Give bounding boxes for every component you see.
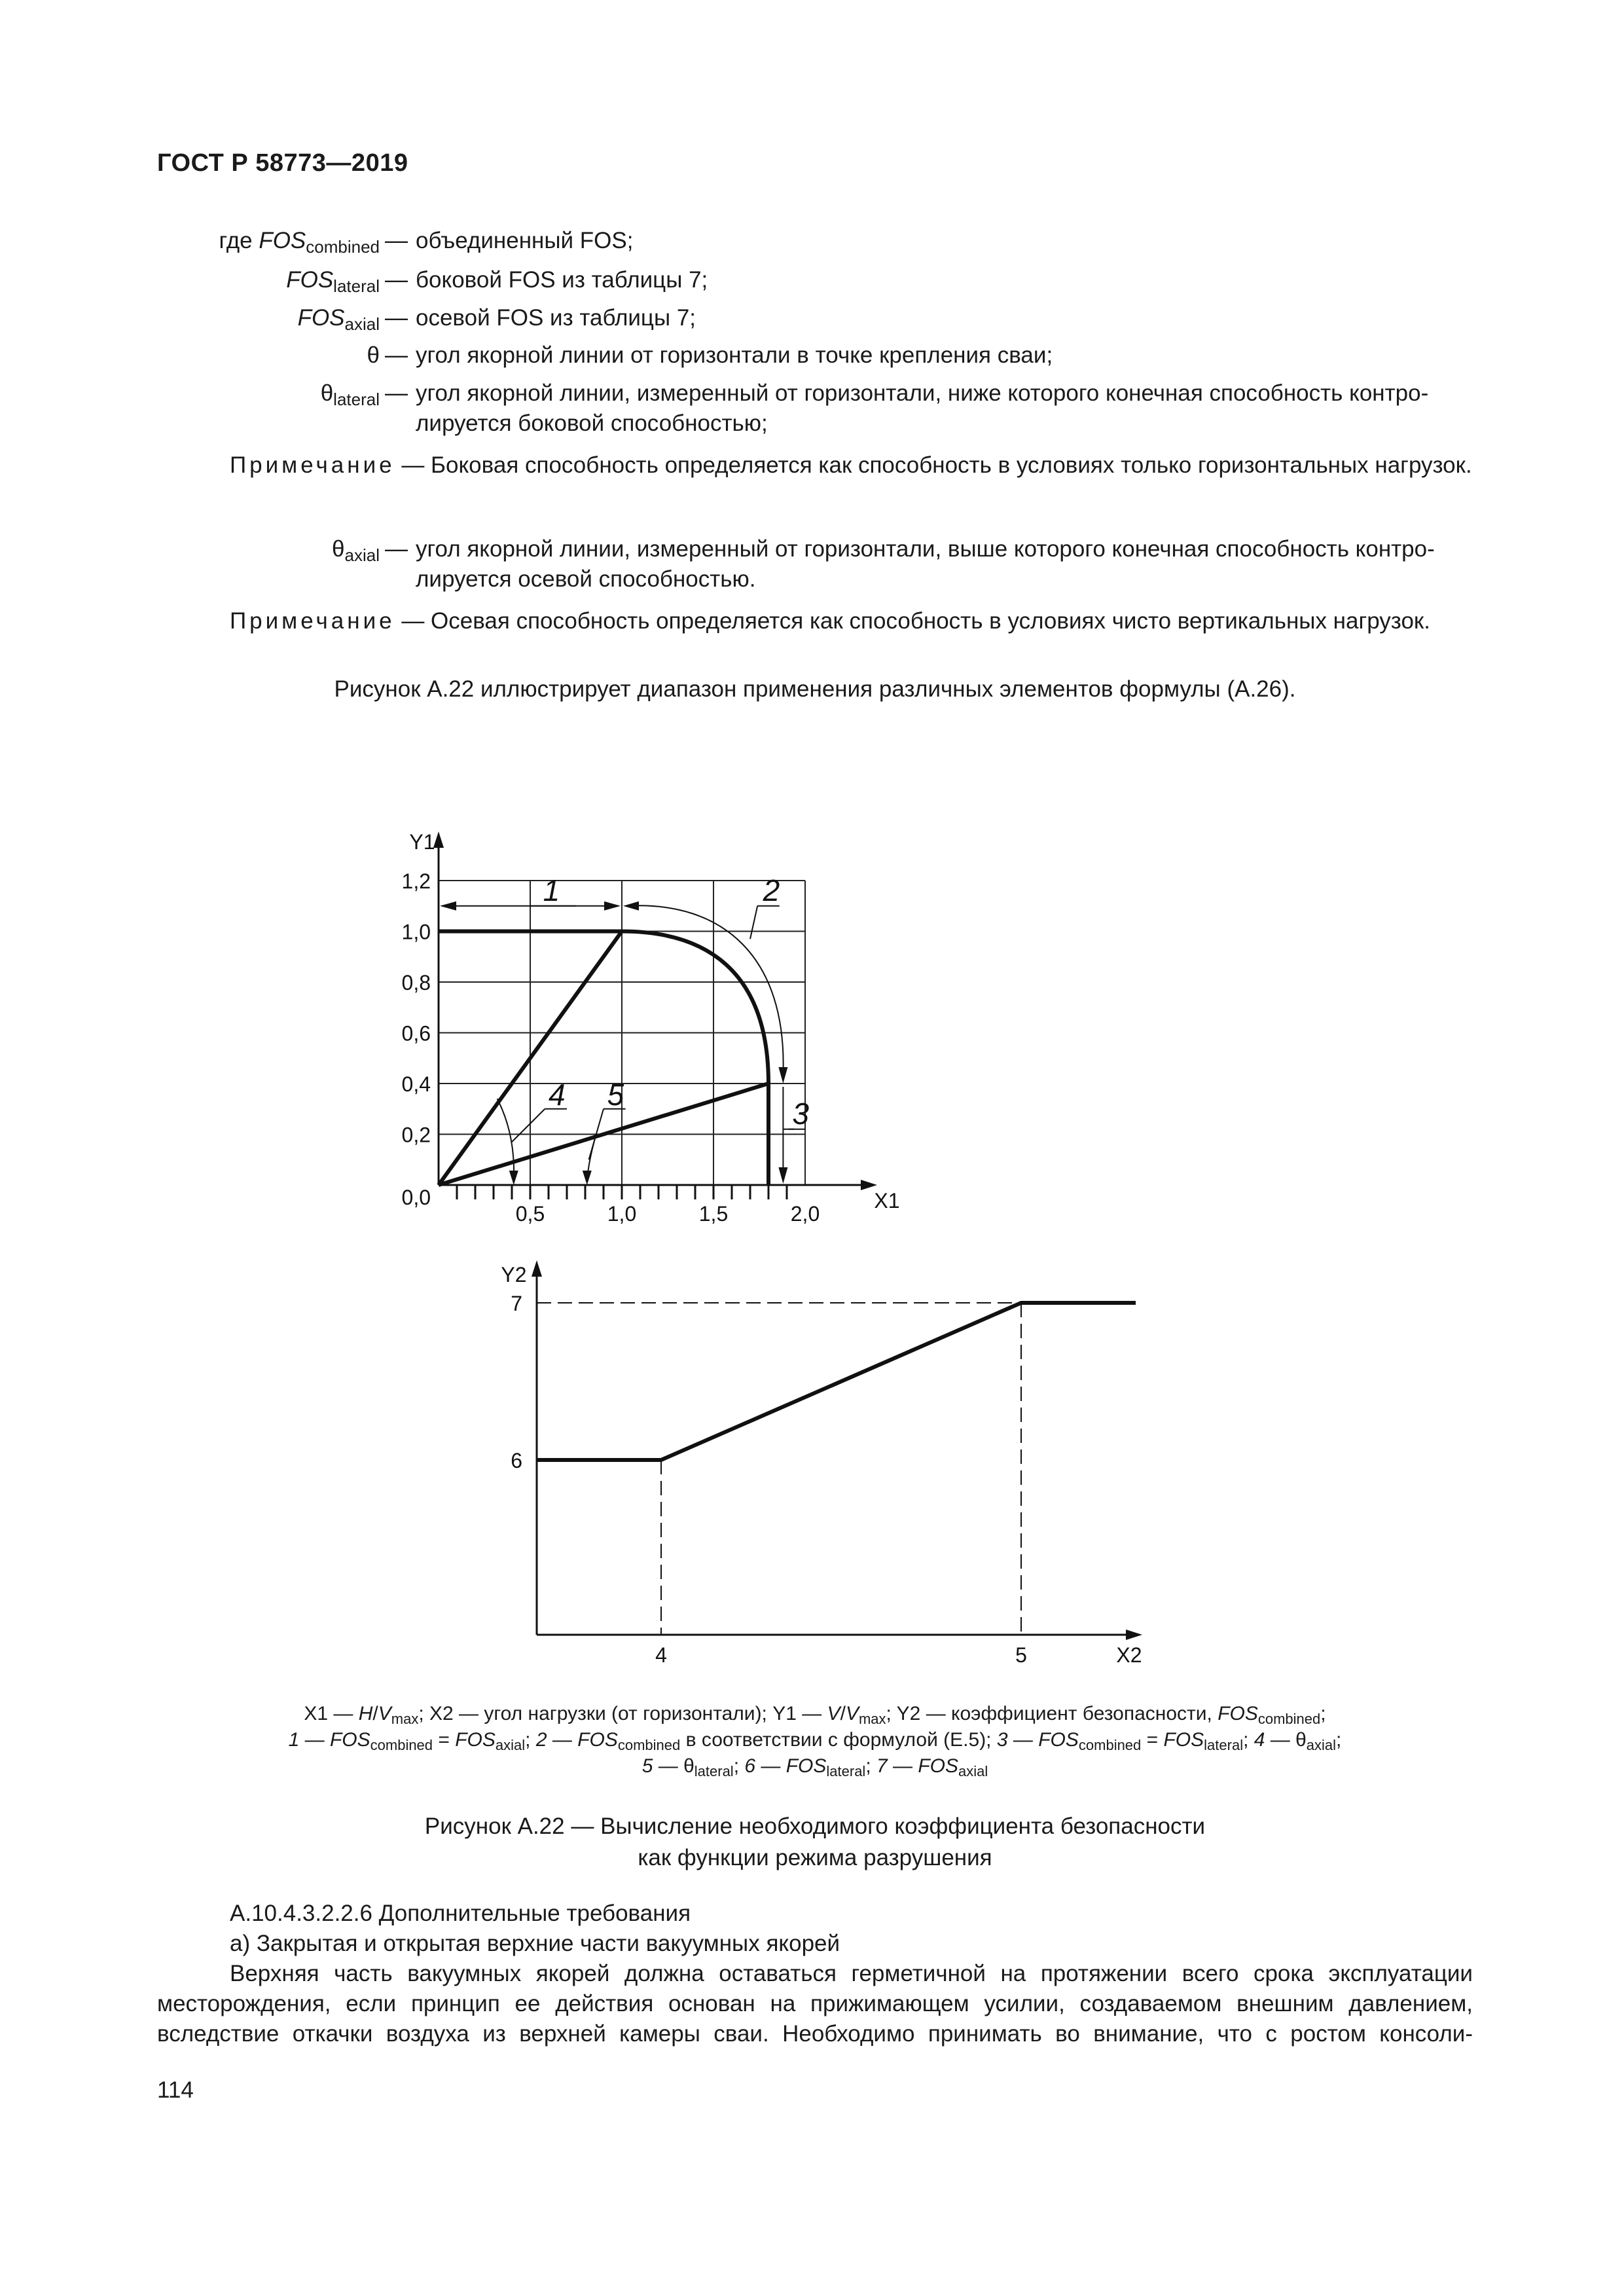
angle-4-arrow xyxy=(509,1171,518,1185)
note-text: — Боковая способность определяется как способность в условиях только горизонтальных нагрузок. xyxy=(395,452,1472,478)
note-text: — Осевая способность определяется как способность в условиях чисто вертикальных нагрузок. xyxy=(395,608,1430,634)
chart2-ticks xyxy=(511,1292,1027,1667)
y1-tick-label: 0,4 xyxy=(401,1072,431,1096)
label-2: 2 xyxy=(763,873,780,907)
section-paragraph: Верхняя часть вакуумных якорей должна оставаться герметичной на протяжении всего срока эксплуатации месторождения, если принцип ее действия основан на прижимающем усилии, создаваемом внешним давлением, вследствие откачки воздуха из верхней камеры сваи. Необходимо принимать во внимание, что с ростом консоли- xyxy=(157,1961,1473,2047)
page-number: 114 xyxy=(157,2077,194,2103)
x1-tick-label: 2,0 xyxy=(790,1202,820,1226)
leader-2 xyxy=(750,906,757,939)
label-1: 1 xyxy=(543,873,560,907)
figure-legend-line1: X1 — $H/V_{max}$; X2 — угол нагрузки (от горизонтали); Y1 — $V/V_{max}$; Y2 — коэффициент безопасности, $FOS_{combined}$; xyxy=(304,1703,1326,1727)
x1-tick-label: 1,0 xyxy=(607,1202,637,1226)
chart1-grid xyxy=(439,881,805,1185)
definition-theta-axial: $\theta_{axial}$ — угол якорной линии, измеренный от горизонтали, выше которого конечная способность контро- лируется осевой способностью. xyxy=(157,534,1473,564)
chart1-ticks xyxy=(402,869,820,1226)
y2-tick-label: 7 xyxy=(511,1292,522,1315)
definition-term: $FOS_{lateral}$ xyxy=(286,267,380,296)
figure-legend-line2: 1 — $FOS_{combined} = FOS_{axial}$; 2 — $FOS_{combined}$ в соответствии с формулой (Е.5); 3 — $FOS_{combined} = FOS_{lateral}$; 4 — $\theta_{axial}$; xyxy=(288,1729,1342,1753)
definition-text: осевой FOS из таблицы 7; xyxy=(416,305,696,331)
definition-text: боковой FOS из таблицы 7; xyxy=(416,267,708,293)
definition-row: $\theta_{lateral}$ — угол якорной линии, измеренный от горизонтали, ниже которого конечная способность контро- лируется боковой способностью; xyxy=(157,378,1473,409)
dimension-1-arrow-right xyxy=(604,902,621,911)
x1-tick-label: 0,5 xyxy=(515,1202,545,1226)
definition-term: $FOS_{axial}$ xyxy=(297,305,380,334)
definition-row: где $FOS_{combined}$ — объединенный FOS; xyxy=(157,226,1473,256)
y1-tick-label: 0,0 xyxy=(401,1186,431,1209)
arc-2-arrow-start xyxy=(623,902,639,911)
label-3: 3 xyxy=(792,1096,809,1131)
x1-tick-label: 1,5 xyxy=(698,1202,729,1226)
chart-y2-x2 xyxy=(484,1244,1152,1676)
definition-term: $\theta_{axial}$ xyxy=(332,536,380,565)
section-heading: А.10.4.3.2.2.6 Дополнительные требования xyxy=(230,1901,691,1926)
definition-term: θ xyxy=(367,342,380,368)
y1-tick-label: 0,2 xyxy=(401,1123,431,1147)
note-axial xyxy=(157,606,1473,636)
chart1-axes xyxy=(409,830,899,1212)
chart1-annotations xyxy=(440,873,809,1185)
figure-legend-line3: 5 — $\theta_{lateral}$; 6 — $FOS_{lateral}$; 7 — $FOS_{axial}$ xyxy=(641,1755,988,1779)
leader-4 xyxy=(512,1109,545,1142)
x2-axis-label: X2 xyxy=(1116,1643,1142,1667)
note-lateral xyxy=(157,450,1473,481)
x2-axis-arrow xyxy=(1126,1630,1142,1640)
x2-tick-label: 4 xyxy=(655,1643,667,1667)
y1-tick-label: 1,0 xyxy=(401,920,431,944)
dimension-1-arrow-left xyxy=(440,902,456,911)
chart2-axes xyxy=(501,1260,1142,1667)
x2-tick-label: 5 xyxy=(1015,1643,1027,1667)
definition-text: угол якорной линии от горизонтали в точке крепления сваи; xyxy=(416,342,1053,368)
definition-text: угол якорной линии, измеренный от горизонтали, ниже которого конечная способность контро- лируется боковой способностью; xyxy=(416,380,1429,436)
definition-text: угол якорной линии, измеренный от горизонтали, выше которого конечная способность контро- лируется осевой способностью. xyxy=(416,536,1435,592)
definition-row: θ — угол якорной линии от горизонтали в точке крепления сваи; xyxy=(157,340,1473,371)
figure-caption: Рисунок А.22 — Вычисление необходимого коэффициента безопасности как функции режима разрушения xyxy=(424,1813,1206,1870)
y1-axis-label: Y1 xyxy=(409,830,435,854)
label-4: 4 xyxy=(549,1077,566,1112)
y1-tick-label: 0,8 xyxy=(401,971,431,994)
label-5: 5 xyxy=(607,1077,624,1112)
definition-text: объединенный FOS; xyxy=(416,228,634,253)
definition-term: $\theta_{lateral}$ xyxy=(320,380,380,409)
chart-y1-x1 xyxy=(367,759,1257,1244)
y2-axis-label: Y2 xyxy=(501,1263,527,1286)
note-label: Примечание xyxy=(230,452,395,478)
definition-row: $FOS_{axial}$ — осевой FOS из таблицы 7; xyxy=(157,303,1473,333)
chart1-series xyxy=(439,932,768,1186)
envelope-curve xyxy=(439,932,768,1186)
figure-intro: Рисунок А.22 иллюстрирует диапазон применения различных элементов формулы (А.26). xyxy=(334,676,1296,702)
y1-tick-label: 1,2 xyxy=(401,869,431,893)
arc-2-arrow-end xyxy=(778,1067,787,1084)
definition-row: $FOS_{lateral}$ — боковой FOS из таблицы 7; xyxy=(157,265,1473,295)
y1-tick-label: 0,6 xyxy=(401,1021,431,1046)
angle-5-arrow xyxy=(583,1171,592,1185)
chart2-series xyxy=(537,1303,1136,1460)
section-subheading: а) Закрытая и открытая верхние части вакуумных якорей xyxy=(230,1931,840,1956)
y2-tick-label: 6 xyxy=(511,1449,522,1472)
fos-combined-line xyxy=(537,1303,1136,1460)
definition-term: где $FOS_{combined}$ xyxy=(219,228,380,257)
dimension-3-arrow xyxy=(778,1167,787,1184)
y2-axis-arrow xyxy=(532,1260,542,1277)
note-label: Примечание xyxy=(230,608,395,634)
x1-axis-label: X1 xyxy=(874,1189,900,1212)
document-header: ГОСТ Р 58773—2019 xyxy=(157,149,408,177)
